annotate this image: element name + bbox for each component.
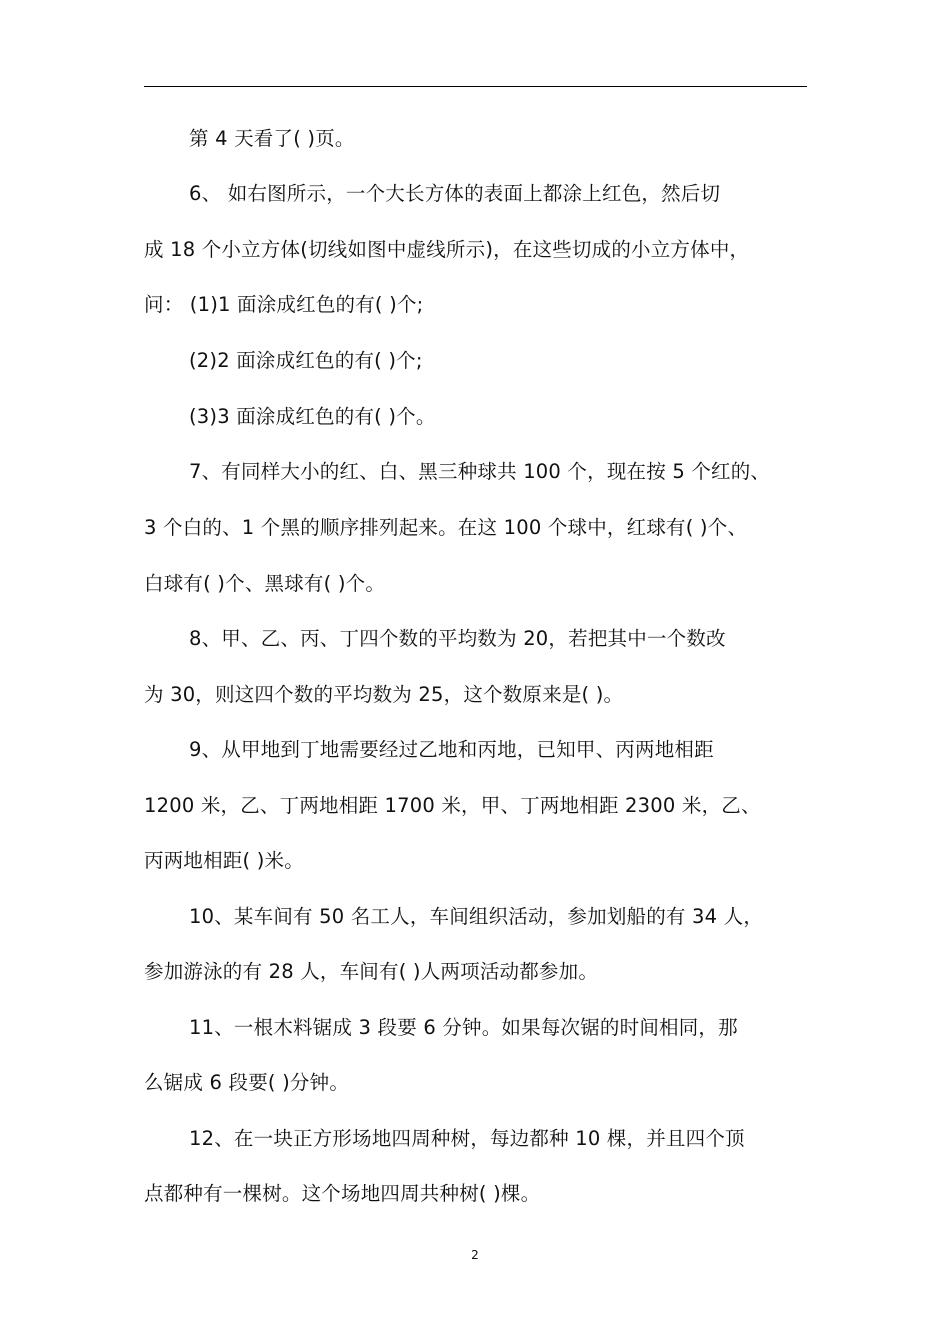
question-12-line-1: 12、在一块正方形场地四周种树，每边都种 10 棵，并且四个顶 xyxy=(189,1127,745,1150)
text-line: 第 4 天看了( )页。 xyxy=(189,127,355,150)
question-7-line-3: 白球有( )个、黑球有( )个。 xyxy=(144,572,386,595)
question-6-line-2: 成 18 个小立方体(切线如图中虚线所示)，在这些切成的小立方体中， xyxy=(144,238,750,261)
question-6-line-5: (3)3 面涂成红色的有( )个。 xyxy=(189,405,436,428)
question-12-line-2: 点都种有一棵树。这个场地四周共种树( )棵。 xyxy=(144,1182,541,1205)
question-9-line-2: 1200 米，乙、丁两地相距 1700 米，甲、丁两地相距 2300 米，乙、 xyxy=(144,794,761,817)
question-8-line-1: 8、甲、乙、丙、丁四个数的平均数为 20，若把其中一个数改 xyxy=(189,627,726,650)
question-9-line-3: 丙两地相距( )米。 xyxy=(144,849,304,872)
question-7-line-2: 3 个白的、1 个黑的顺序排列起来。在这 100 个球中，红球有( )个、 xyxy=(144,516,748,539)
question-6-line-4: (2)2 面涂成红色的有( )个; xyxy=(189,349,423,372)
question-10-line-2: 参加游泳的有 28 人，车间有( )人两项活动都参加。 xyxy=(144,960,599,983)
page-number: 2 xyxy=(471,1248,479,1262)
question-9-line-1: 9、从甲地到丁地需要经过乙地和丙地，已知甲、丙两地相距 xyxy=(189,738,714,761)
question-11-line-2: 么锯成 6 段要( )分钟。 xyxy=(144,1071,350,1094)
question-11-line-1: 11、一根木料锯成 3 段要 6 分钟。如果每次锯的时间相同，那 xyxy=(189,1016,738,1039)
question-8-line-2: 为 30，则这四个数的平均数为 25，这个数原来是( )。 xyxy=(144,683,624,706)
question-6-line-3: 问： (1)1 面涂成红色的有( )个; xyxy=(144,293,424,316)
question-6-line-1: 6、 如右图所示，一个大长方体的表面上都涂上红色，然后切 xyxy=(189,182,721,205)
question-10-line-1: 10、某车间有 50 名工人，车间组织活动，参加划船的有 34 人， xyxy=(189,905,764,928)
question-7-line-1: 7、有同样大小的红、白、黑三种球共 100 个，现在按 5 个红的、 xyxy=(189,460,771,483)
header-rule xyxy=(144,86,807,87)
